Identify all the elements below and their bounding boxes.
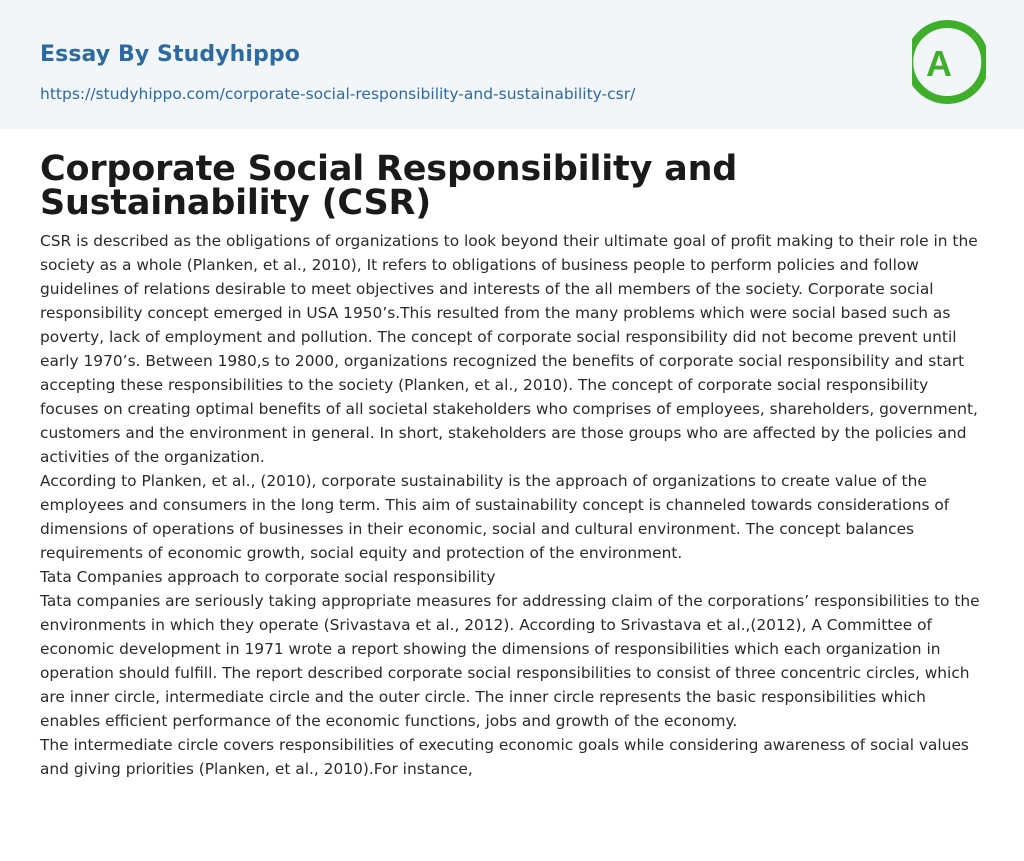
paragraph: According to Planken, et al., (2010), corporate sustainability is the approach of organizations to create value of the employees and consumers in the long term. This aim of sustainability concept is channeled towards considerations of dimensions of operations of businesses in their economic, social and cultural environment. The concept balances requirements of economic growth, social equity and protection of the environment. — [40, 472, 950, 562]
brand-title[interactable]: Essay By Studyhippo — [40, 42, 300, 67]
paragraph: Tata companies are seriously taking appropriate measures for addressing claim of the corporations’ responsibilities to the environments in which they operate (Srivastava et al., 2012). According to Srivastava et al.,(2012), A Committee of economic development in 1971 wrote a report showing the dimensions of responsibilities which each organization in operation should fulfill. The report described corporate social responsibilities to consist of three concentric circles, which are inner circle, intermediate circle and the outer circle. The inner circle represents the basic responsibilities which enables efficient performance of the economic functions, jobs and growth of the economy. — [40, 592, 980, 730]
logo-letter: A — [926, 43, 952, 84]
section-heading: Tata Companies approach to corporate social responsibility — [40, 568, 496, 586]
essay-url-link[interactable]: https://studyhippo.com/corporate-social-responsibility-and-sustainability-csr/ — [40, 85, 636, 103]
article-body — [40, 229, 986, 781]
article-title: Corporate Social Responsibility and Sustainability (CSR) — [40, 149, 738, 223]
paragraph: CSR is described as the obligations of organizations to look beyond their ultimate goal of profit making to their role in the society as a whole (Planken, et al., 2010), It refers to obligations of business people to perform policies and follow guidelines of relations desirable to meet objectives and interests of the all members of the society. Corporate social responsibility concept emerged in USA 1950’s.This resulted from the many problems which were social based such as poverty, lack of employment and pollution. The concept of corporate social responsibility did not become prevent until early 1970’s. Between 1980,s to 2000, organizations recognized the benefits of corporate social responsibility and start accepting these responsibilities to the society (Planken, et al., 2010). The concept of corporate social responsibility focuses on creating optimal benefits of all societal stakeholders who comprises of employees, shareholders, government, customers and the environment in general. In short, stakeholders are those groups who are affected by the policies and activities of the organization. — [40, 232, 978, 466]
paragraph: The intermediate circle covers responsibilities of executing economic goals while considering awareness of social values and giving priorities (Planken, et al., 2010).For instance, — [40, 736, 969, 778]
